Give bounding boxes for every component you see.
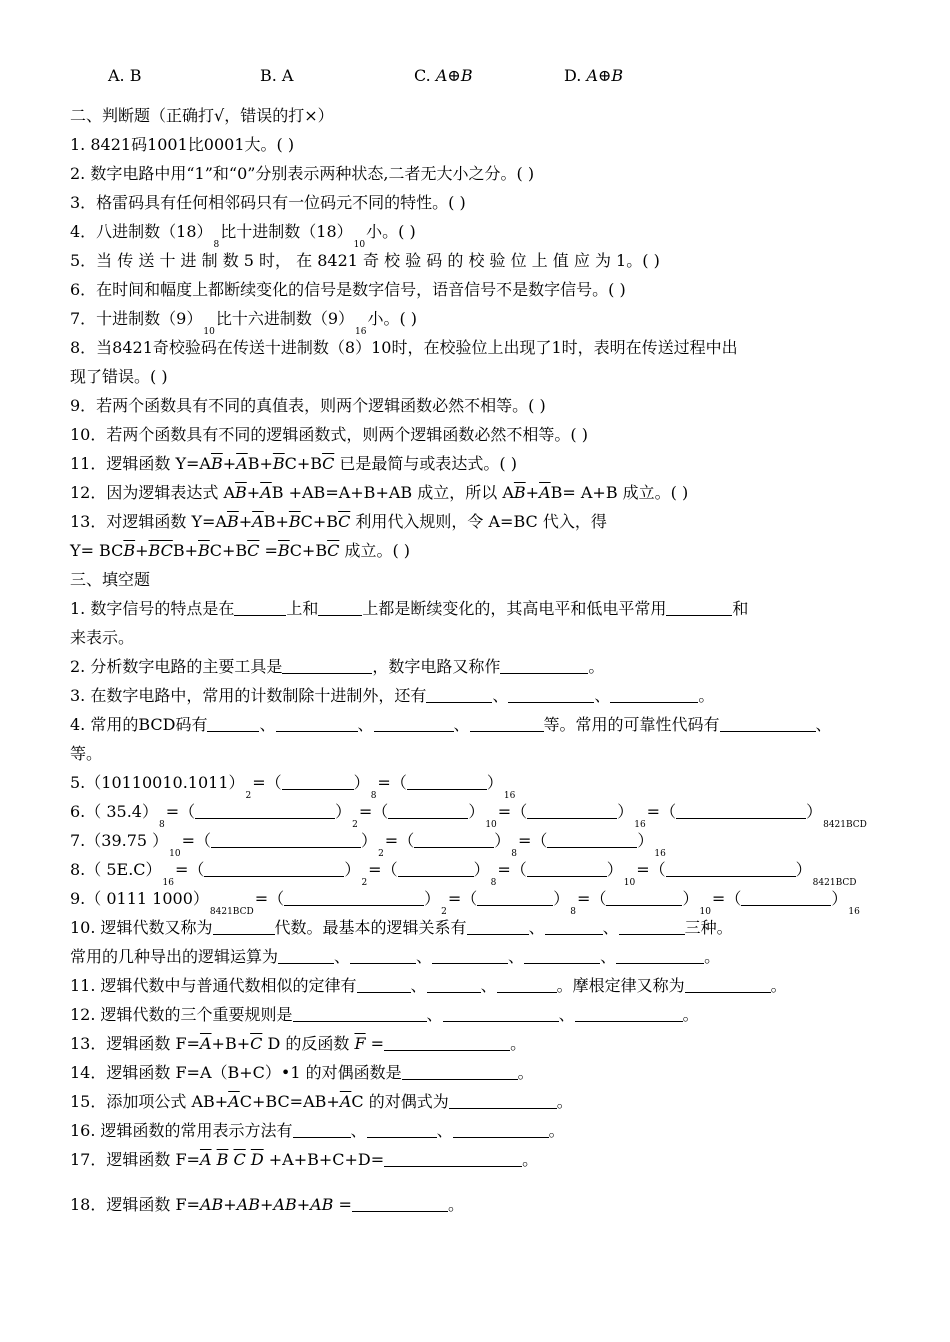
q13-k: C+B — [289, 541, 328, 560]
f4-sep: 、 — [357, 715, 374, 734]
sub: 8 — [570, 907, 577, 917]
period: 。 — [522, 1150, 539, 1169]
f11-b: 。摩根定律又称为 — [556, 976, 685, 995]
sep: 、 — [416, 947, 433, 966]
answer-blank[interactable] — [388, 801, 468, 819]
q11-a: 11．逻辑函数 Y=A — [70, 454, 211, 473]
judge-q9: 9．若两个函数具有不同的真值表，则两个逻辑函数必然不相等。( ) — [70, 396, 546, 415]
f15-c: C 的对偶式为 — [351, 1092, 449, 1111]
section2-title: 二、判断题（正确打√，错误的打×） — [70, 106, 334, 125]
q4-text-b: 比十进制数（18） — [220, 222, 353, 241]
fill-q18 — [70, 1194, 464, 1216]
f13-d: = — [370, 1034, 385, 1053]
q13-abar: $\overline{A}$ — [252, 512, 264, 531]
answer-blank[interactable] — [204, 859, 344, 877]
q12-a: 12．因为逻辑表达式 A — [70, 483, 236, 502]
f10-c: 三种。 — [684, 918, 733, 937]
option-d-label: D. — [564, 66, 582, 85]
f9-a: 9.（ 0111 1000） — [70, 889, 209, 908]
eq: =（ — [577, 889, 607, 908]
q13-bbar: $\overline{B}$ — [226, 512, 239, 531]
f8-a: 8.（ 5E.C） — [70, 860, 162, 879]
close: ） — [424, 889, 441, 908]
fill-q5 — [70, 772, 516, 801]
f7-a: 7.（39.75 ） — [70, 831, 169, 850]
f5-a: 5.（10110010.1011） — [70, 773, 245, 792]
answer-blank[interactable] — [547, 830, 637, 848]
answer-blank[interactable] — [398, 859, 474, 877]
close: ） — [353, 773, 370, 792]
q7-sub16: 16 — [355, 327, 367, 337]
answer-blank[interactable] — [384, 1033, 510, 1051]
sub: 16 — [848, 907, 860, 917]
f13-a: 13．逻辑函数 F= — [70, 1034, 200, 1053]
judge-q5: 5．当 传 送 十 进 制 数 5 时， 在 8421 奇 校 验 码 的 校 验 位 上 值 应 为 1。( ) — [70, 251, 660, 270]
answer-blank[interactable] — [477, 888, 553, 906]
close: ） — [468, 802, 485, 821]
close: ） — [795, 860, 812, 879]
sub: 2 — [378, 849, 384, 859]
answer-blank[interactable] — [426, 685, 492, 703]
q13-d: C+B — [300, 512, 339, 531]
f10-d: 常用的几种导出的逻辑运算为 — [70, 947, 279, 966]
fill-q10-line2 — [70, 946, 720, 968]
sep: 、 — [602, 918, 619, 937]
q11-bbar2: $\overline{B}$ — [272, 454, 285, 473]
sep: 、 — [410, 976, 427, 995]
sep: 、 — [350, 1121, 367, 1140]
close: ） — [494, 831, 511, 850]
q13-bbar5: $\overline{B}$ — [277, 541, 290, 560]
close: ） — [831, 889, 848, 908]
f13-abar: $\overline{A}$ — [199, 1034, 212, 1053]
answer-blank[interactable] — [293, 1004, 427, 1022]
option-d — [564, 66, 623, 85]
fill-q4-line1 — [70, 714, 832, 736]
answer-blank[interactable] — [527, 801, 617, 819]
answer-blank[interactable] — [619, 917, 685, 935]
f17-cbar: $\overline{C}$ — [233, 1150, 246, 1169]
answer-blank[interactable] — [666, 598, 732, 616]
q11-b: + — [222, 454, 237, 473]
eq: =（ — [358, 802, 389, 821]
answer-blank[interactable] — [720, 714, 816, 732]
sep: 、 — [558, 1005, 575, 1024]
answer-blank[interactable] — [606, 888, 682, 906]
f1-d: 和 — [732, 599, 749, 618]
option-c-label: C. — [414, 66, 431, 85]
period: 。 — [556, 1092, 573, 1111]
f3-sep: 、 — [492, 686, 509, 705]
eq: =（ — [368, 860, 398, 879]
fill-q14 — [70, 1062, 534, 1084]
f18-a: 18．逻辑函数 F= — [70, 1195, 200, 1214]
fill-q1-line2: 来表示。 — [70, 628, 135, 647]
f14-a: 14．逻辑函数 F=A（B+C）•1 的对偶函数是 — [70, 1063, 402, 1082]
f16-a: 16. 逻辑函数的常用表示方法有 — [70, 1121, 293, 1140]
close: ） — [335, 802, 352, 821]
section3-title: 三、填空题 — [70, 570, 151, 589]
q13-cbar: $\overline{C}$ — [338, 512, 351, 531]
f4-sep: 、 — [259, 715, 276, 734]
fill-q1-line1 — [70, 598, 748, 620]
q13-f: Y= BC — [70, 541, 124, 560]
eq: =（ — [497, 860, 527, 879]
q4-sub8: 8 — [213, 240, 220, 250]
answer-blank[interactable] — [453, 1120, 549, 1138]
q12-e: B= A+B 成立。( ) — [550, 483, 689, 502]
fill-q13 — [70, 1033, 526, 1055]
f1-a: 1. 数字信号的特点是在 — [70, 599, 235, 618]
sub: 10 — [485, 820, 497, 830]
f4-a: 4. 常用的BCD码有 — [70, 715, 208, 734]
sub: 8421BCD — [209, 907, 254, 917]
sub: 8 — [158, 820, 165, 830]
q13-b: + — [238, 512, 253, 531]
f15-b: C+BC=AB+ — [239, 1092, 340, 1111]
sub: 8 — [370, 791, 377, 801]
eq: =（ — [517, 831, 548, 850]
option-c — [414, 66, 473, 85]
close: ） — [473, 860, 490, 879]
period: 。 — [548, 1121, 565, 1140]
sep: 、 — [426, 1005, 443, 1024]
period: 。 — [510, 1034, 527, 1053]
answer-blank[interactable] — [414, 830, 494, 848]
answer-blank[interactable] — [545, 917, 603, 935]
q13-g: + — [135, 541, 149, 560]
sub: 16 — [503, 791, 516, 801]
q12-d: + — [525, 483, 540, 502]
f1-b: 上和 — [286, 599, 319, 618]
judge-q6: 6．在时间和幅度上都断续变化的信号是数字信号，语音信号不是数字信号。( ) — [70, 280, 626, 299]
answer-blank[interactable] — [211, 830, 361, 848]
q4-text-a: 4．八进制数（18） — [70, 222, 213, 241]
sub: 2 — [361, 878, 368, 888]
answer-blank[interactable] — [610, 685, 698, 703]
judge-q3: 3．格雷码具有任何相邻码只有一位码元不同的特性。( ) — [70, 193, 466, 212]
judge-q12 — [70, 482, 688, 504]
period: 。 — [682, 1005, 699, 1024]
answer-blank[interactable] — [213, 917, 275, 935]
sub: 10 — [623, 878, 636, 888]
q13-bbar4: $\overline{B}$ — [198, 541, 210, 560]
f17-dbar: $\overline{D}$ — [250, 1150, 264, 1169]
eq: =（ — [711, 889, 742, 908]
answer-blank[interactable] — [427, 975, 481, 993]
period: 。 — [447, 1195, 464, 1214]
judge-q1: 1. 8421码1001比0001大。( ) — [70, 135, 295, 154]
answer-blank[interactable] — [195, 801, 335, 819]
period: 。 — [770, 976, 787, 995]
answer-blank[interactable] — [293, 1120, 351, 1138]
q13-bbar3: $\overline{B}$ — [123, 541, 136, 560]
answer-blank[interactable] — [367, 1120, 437, 1138]
answer-blank[interactable] — [524, 946, 600, 964]
judge-q11 — [70, 453, 517, 475]
judge-q13-line2 — [70, 540, 410, 562]
sub: 2 — [441, 907, 447, 917]
sep: 、 — [600, 947, 617, 966]
answer-blank[interactable] — [741, 888, 831, 906]
answer-blank[interactable] — [470, 714, 544, 732]
f2-a: 2. 分析数字电路的主要工具是 — [70, 657, 283, 676]
f6-a: 6.（ 35.4） — [70, 802, 158, 821]
f13-cbar: $\overline{C}$ — [250, 1034, 263, 1053]
f2-b: ，数字电路又称作 — [372, 657, 501, 676]
answer-blank[interactable] — [352, 1194, 448, 1212]
answer-blank[interactable] — [443, 1004, 559, 1022]
fill-q11 — [70, 975, 787, 997]
answer-blank[interactable] — [374, 714, 454, 732]
f13-b: +B+ — [211, 1034, 251, 1053]
fill-q6 — [70, 801, 868, 830]
answer-blank[interactable] — [666, 859, 796, 877]
fill-q15 — [70, 1091, 573, 1113]
close: ） — [486, 773, 503, 792]
q11-abar: $\overline{A}$ — [236, 454, 248, 473]
q13-h: B+ — [172, 541, 198, 560]
sep: 、 — [508, 947, 525, 966]
eq: =（ — [384, 831, 415, 850]
q13-bcbar: $\overline{BC}$ — [148, 541, 173, 560]
sub: 16 — [654, 849, 666, 859]
sep: 、 — [528, 918, 545, 937]
f18-expr: AB+AB+AB+AB — [199, 1195, 334, 1214]
judge-q7 — [70, 308, 418, 337]
f1-c: 上都是断续变化的，其高电平和低电平常用 — [362, 599, 667, 618]
q12-bbar2: $\overline{B}$ — [513, 483, 526, 502]
eq: =（ — [377, 773, 407, 792]
fill-q7 — [70, 830, 667, 859]
answer-blank[interactable] — [500, 656, 588, 674]
option-d-expr: A⊕B — [586, 66, 624, 85]
q12-b: + — [246, 483, 261, 502]
f4-sep: 、 — [815, 715, 832, 734]
f11-a: 11. 逻辑代数中与普通代数相似的定律有 — [70, 976, 357, 995]
sub: 16 — [162, 878, 174, 888]
close: ） — [637, 831, 654, 850]
sep: 、 — [480, 976, 497, 995]
f15-a: 15．添加项公式 AB+ — [70, 1092, 229, 1111]
fill-q17 — [70, 1149, 538, 1171]
eq: =（ — [254, 889, 285, 908]
q13-i: C+B — [209, 541, 248, 560]
q11-bbar: $\overline{B}$ — [210, 454, 223, 473]
judge-q10: 10．若两个函数具有不同的逻辑函数式，则两个逻辑函数必然不相等。( ) — [70, 425, 588, 444]
answer-blank[interactable] — [278, 946, 334, 964]
q13-a: 13．对逻辑函数 Y=A — [70, 512, 227, 531]
close: ） — [806, 802, 823, 821]
answer-blank[interactable] — [357, 975, 411, 993]
eq: =（ — [252, 773, 282, 792]
q7-text-a: 7．十进制数（9） — [70, 309, 203, 328]
q7-text-b: 比十六进制数（9） — [215, 309, 355, 328]
close: ） — [682, 889, 699, 908]
f13-c: D 的反函数 — [267, 1034, 350, 1053]
judge-q8-line1: 8．当8421奇校验码在传送十进制数（8）10时，在校验位上出现了1时，表明在传送过程中出 — [70, 338, 738, 357]
sub: 8 — [511, 849, 517, 859]
q13-c: B+ — [263, 512, 289, 531]
q12-c: B +AB=A+B+AB 成立，所以 A — [271, 483, 514, 502]
answer-blank[interactable] — [318, 598, 362, 616]
q13-cbar2: $\overline{C}$ — [247, 541, 260, 560]
q11-cbar: $\overline{C}$ — [322, 454, 335, 473]
f17-a: 17．逻辑函数 F= — [70, 1150, 200, 1169]
q13-e: 利用代入规则，令 A=BC 代入，得 — [355, 512, 607, 531]
sub: 8421BCD — [812, 878, 857, 888]
f18-b: = — [338, 1195, 352, 1214]
answer-blank[interactable] — [282, 656, 372, 674]
answer-blank[interactable] — [350, 946, 416, 964]
answer-blank[interactable] — [685, 975, 771, 993]
option-b: B. A — [260, 66, 294, 85]
q13-l: 成立。( ) — [344, 541, 411, 560]
close: ） — [606, 860, 623, 879]
eq: =（ — [646, 802, 677, 821]
q7-text-c: 小。( ) — [367, 309, 418, 328]
q12-abar2: $\overline{A}$ — [539, 483, 551, 502]
answer-blank[interactable] — [467, 917, 529, 935]
fill-q4-line2: 等。 — [70, 744, 103, 763]
option-c-expr: A⊕B — [435, 66, 473, 85]
sub: 10 — [169, 849, 181, 859]
answer-blank[interactable] — [616, 946, 704, 964]
q11-d: C+B — [284, 454, 323, 473]
answer-blank[interactable] — [407, 772, 487, 790]
f15-abar: $\overline{A}$ — [228, 1092, 240, 1111]
q7-sub10: 10 — [203, 327, 215, 337]
f17-bbar: $\overline{B}$ — [216, 1150, 229, 1169]
f10-b: 代数。最基本的逻辑关系有 — [274, 918, 467, 937]
sub: 2 — [352, 820, 358, 830]
sep: 、 — [334, 947, 351, 966]
q13-cbar3: $\overline{C}$ — [327, 541, 340, 560]
close: ） — [617, 802, 634, 821]
q11-c: B+ — [247, 454, 273, 473]
answer-blank[interactable] — [432, 946, 508, 964]
fill-q8 — [70, 859, 857, 888]
answer-blank[interactable] — [575, 1004, 683, 1022]
f3-end: 。 — [698, 686, 715, 705]
f13-fbar: $\overline{F}$ — [354, 1034, 366, 1053]
fill-q12 — [70, 1004, 699, 1026]
q13-j: = — [264, 541, 278, 560]
sep: 、 — [436, 1121, 453, 1140]
f4-sep: 、 — [453, 715, 470, 734]
f12-a: 12. 逻辑代数的三个重要规则是 — [70, 1005, 293, 1024]
f3-a: 3. 在数字电路中，常用的计数制除十进制外，还有 — [70, 686, 427, 705]
close: ） — [553, 889, 570, 908]
fill-q16 — [70, 1120, 565, 1142]
q12-bbar: $\overline{B}$ — [235, 483, 247, 502]
sub: 16 — [634, 820, 646, 830]
judge-q2: 2. 数字电路中用“1”和“0”分别表示两种状态,二者无大小之分。( ) — [70, 164, 535, 183]
answer-blank[interactable] — [207, 714, 259, 732]
fill-q2 — [70, 656, 604, 678]
judge-q8-line2: 现了错误。( ) — [70, 367, 168, 386]
answer-blank[interactable] — [508, 685, 594, 703]
f4-b: 等。常用的可靠性代码有 — [543, 715, 720, 734]
answer-blank[interactable] — [402, 1062, 518, 1080]
f3-sep: 、 — [594, 686, 611, 705]
f15-abar2: $\overline{A}$ — [339, 1092, 352, 1111]
q4-text-c: 小。( ) — [366, 222, 416, 241]
q12-abar: $\overline{A}$ — [260, 483, 272, 502]
sub: 8 — [490, 878, 497, 888]
f2-c: 。 — [588, 657, 605, 676]
answer-blank[interactable] — [276, 714, 358, 732]
option-a: A. B — [108, 66, 142, 85]
fill-q9 — [70, 888, 861, 917]
answer-blank[interactable] — [449, 1091, 557, 1109]
eq: =（ — [447, 889, 478, 908]
eq: =（ — [636, 860, 666, 879]
answer-blank[interactable] — [497, 975, 557, 993]
f10-a: 10. 逻辑代数又称为 — [70, 918, 213, 937]
eq: =（ — [175, 860, 205, 879]
sub: 8421BCD — [823, 820, 867, 830]
f17-b: +A+B+C+D= — [268, 1150, 385, 1169]
answer-blank[interactable] — [234, 598, 286, 616]
judge-q4 — [70, 221, 416, 250]
close: ） — [344, 860, 361, 879]
period: 。 — [704, 947, 721, 966]
answer-blank[interactable] — [527, 859, 607, 877]
judge-q13-line1 — [70, 511, 607, 533]
eq: =（ — [181, 831, 212, 850]
fill-q3 — [70, 685, 714, 707]
eq: =（ — [497, 802, 528, 821]
answer-blank[interactable] — [284, 888, 424, 906]
q4-sub10: 10 — [353, 240, 366, 250]
answer-blank[interactable] — [282, 772, 354, 790]
sub: 2 — [245, 791, 252, 801]
f17-abar: $\overline{A}$ — [199, 1150, 212, 1169]
q13-bbar2: $\overline{B}$ — [288, 512, 301, 531]
period: 。 — [517, 1063, 534, 1082]
q11-e: 已是最简与或表达式。( ) — [339, 454, 517, 473]
eq: =（ — [165, 802, 196, 821]
fill-q10-line1 — [70, 917, 733, 939]
answer-blank[interactable] — [384, 1149, 522, 1167]
answer-blank[interactable] — [676, 801, 806, 819]
sub: 10 — [699, 907, 711, 917]
close: ） — [361, 831, 378, 850]
